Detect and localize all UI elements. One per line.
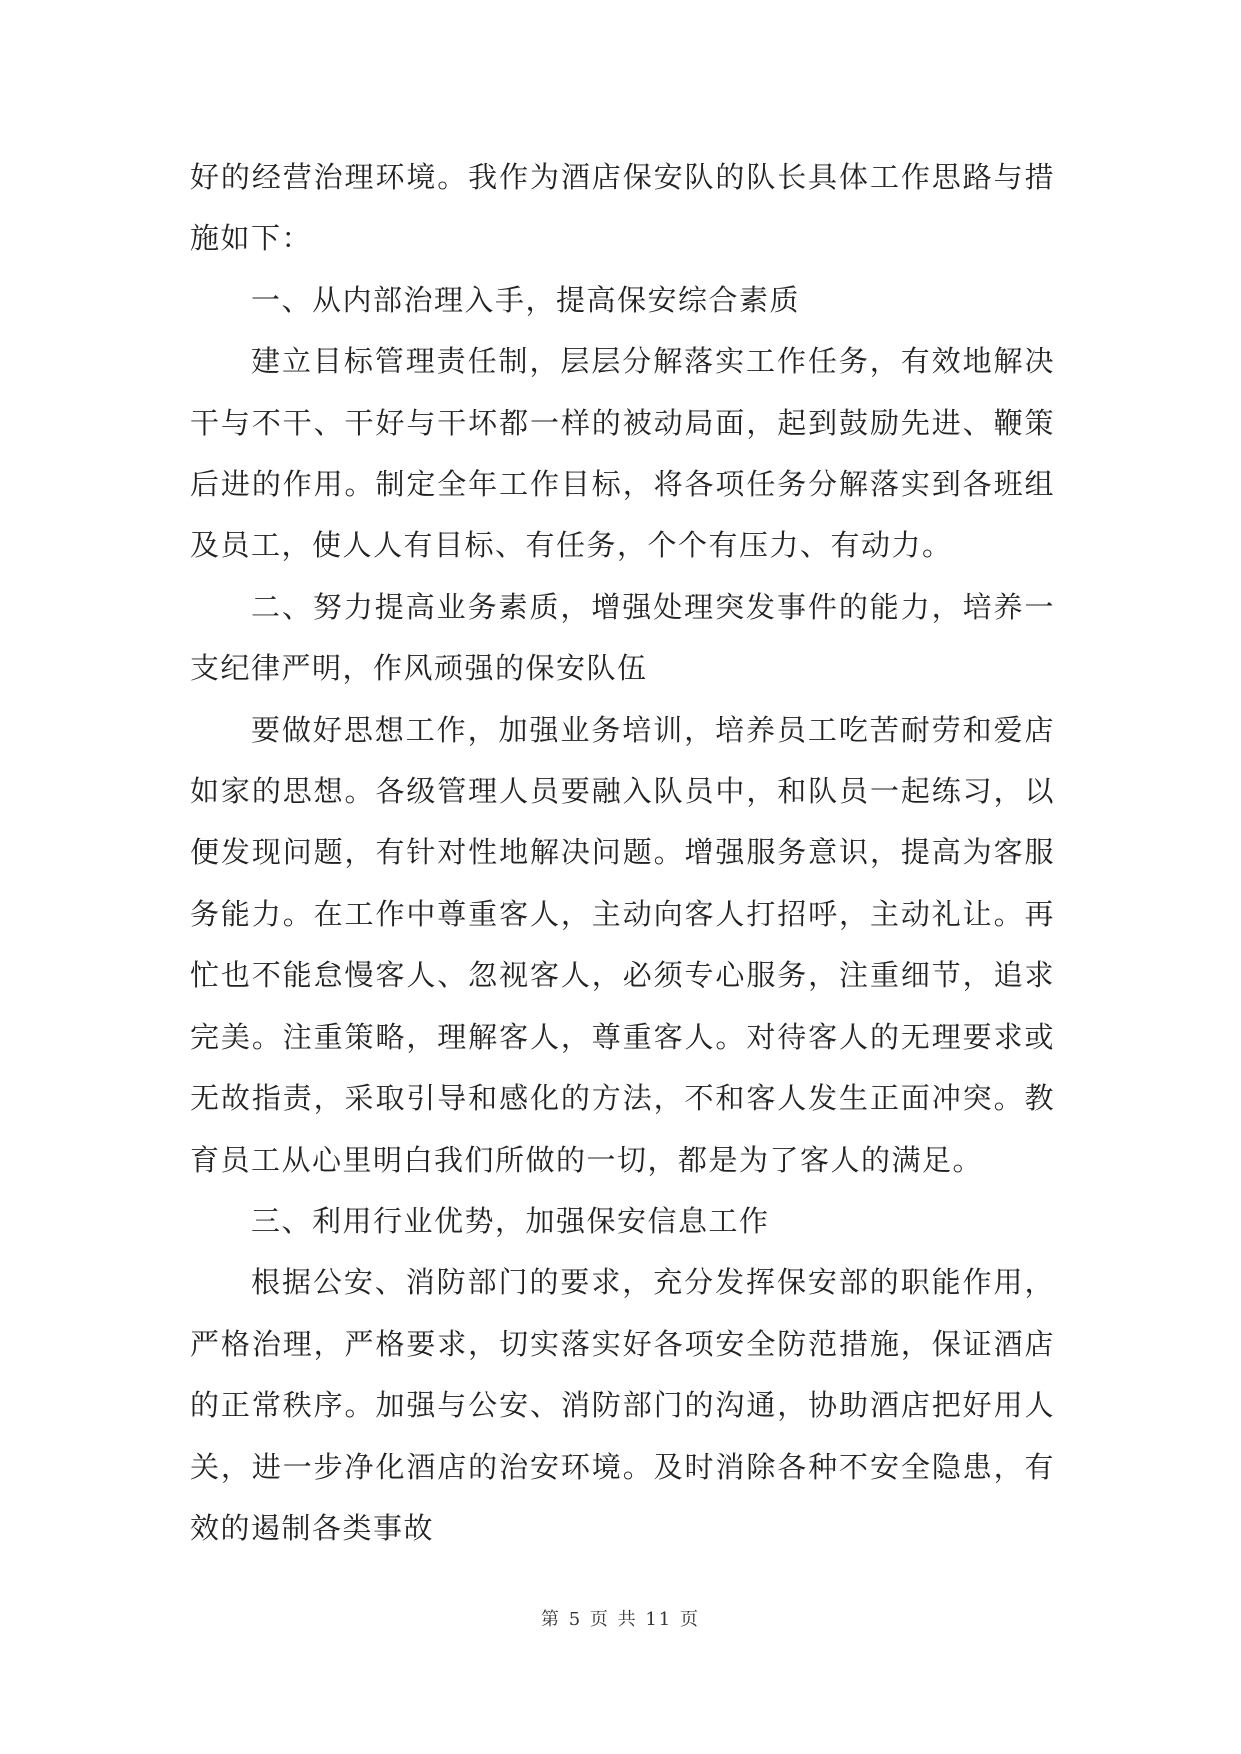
paragraph: 要做好思想工作，加强业务培训，培养员工吃苦耐劳和爱店如家的思想。各级管理人员要融入队员中，和队员一起练习，以便发现问题，有针对性地解决问题。增强服务意识，提高为客服务能力。在工作中尊重客人，主动向客人打招呼，主动礼让。再忙也不能怠慢客人、忽视客人，必须专心服务，注重细节，追求完美。注重策略，理解客人，尊重客人。对待客人的无理要求或无故指责，采取引导和感化的方法，不和客人发生正面冲突。教育员工从心里明白我们所做的一切，都是为了客人的满足。 bbox=[190, 712, 1055, 1177]
section-heading-1: 一、从内部治理入手，提高保安综合素质 bbox=[251, 282, 801, 317]
page-number-footer: 第 5 页 共 11 页 bbox=[541, 1609, 700, 1630]
paragraph: 根据公安、消防部门的要求，充分发挥保安部的职能作用，严格治理，严格要求，切实落实好各项安全防范措施，保证酒店的正常秩序。加强与公安、消防部门的沟通，协助酒店把好用人关，进一步净化酒店的治安环境。及时消除各种不安全隐患，有效的遏制各类事故 bbox=[190, 1265, 1055, 1545]
paragraph-continuation: 好的经营治理环境。我作为酒店保安队的队长具体工作思路与措施如下： bbox=[190, 160, 1055, 256]
section-heading-3: 三、利用行业优势，加强保安信息工作 bbox=[251, 1203, 770, 1238]
document-body bbox=[190, 147, 1055, 1559]
section-heading-2: 二、努力提高业务素质，增强处理突发事件的能力，培养一支纪律严明，作风顽强的保安队伍 bbox=[190, 589, 1055, 686]
paragraph: 建立目标管理责任制，层层分解落实工作任务，有效地解决干与不干、干好与干坏都一样的被动局面，起到鼓励先进、鞭策后进的作用。制定全年工作目标，将各项任务分解落实到各班组及员工，使人人有目标、有任务，个个有压力、有动力。 bbox=[190, 344, 1055, 563]
